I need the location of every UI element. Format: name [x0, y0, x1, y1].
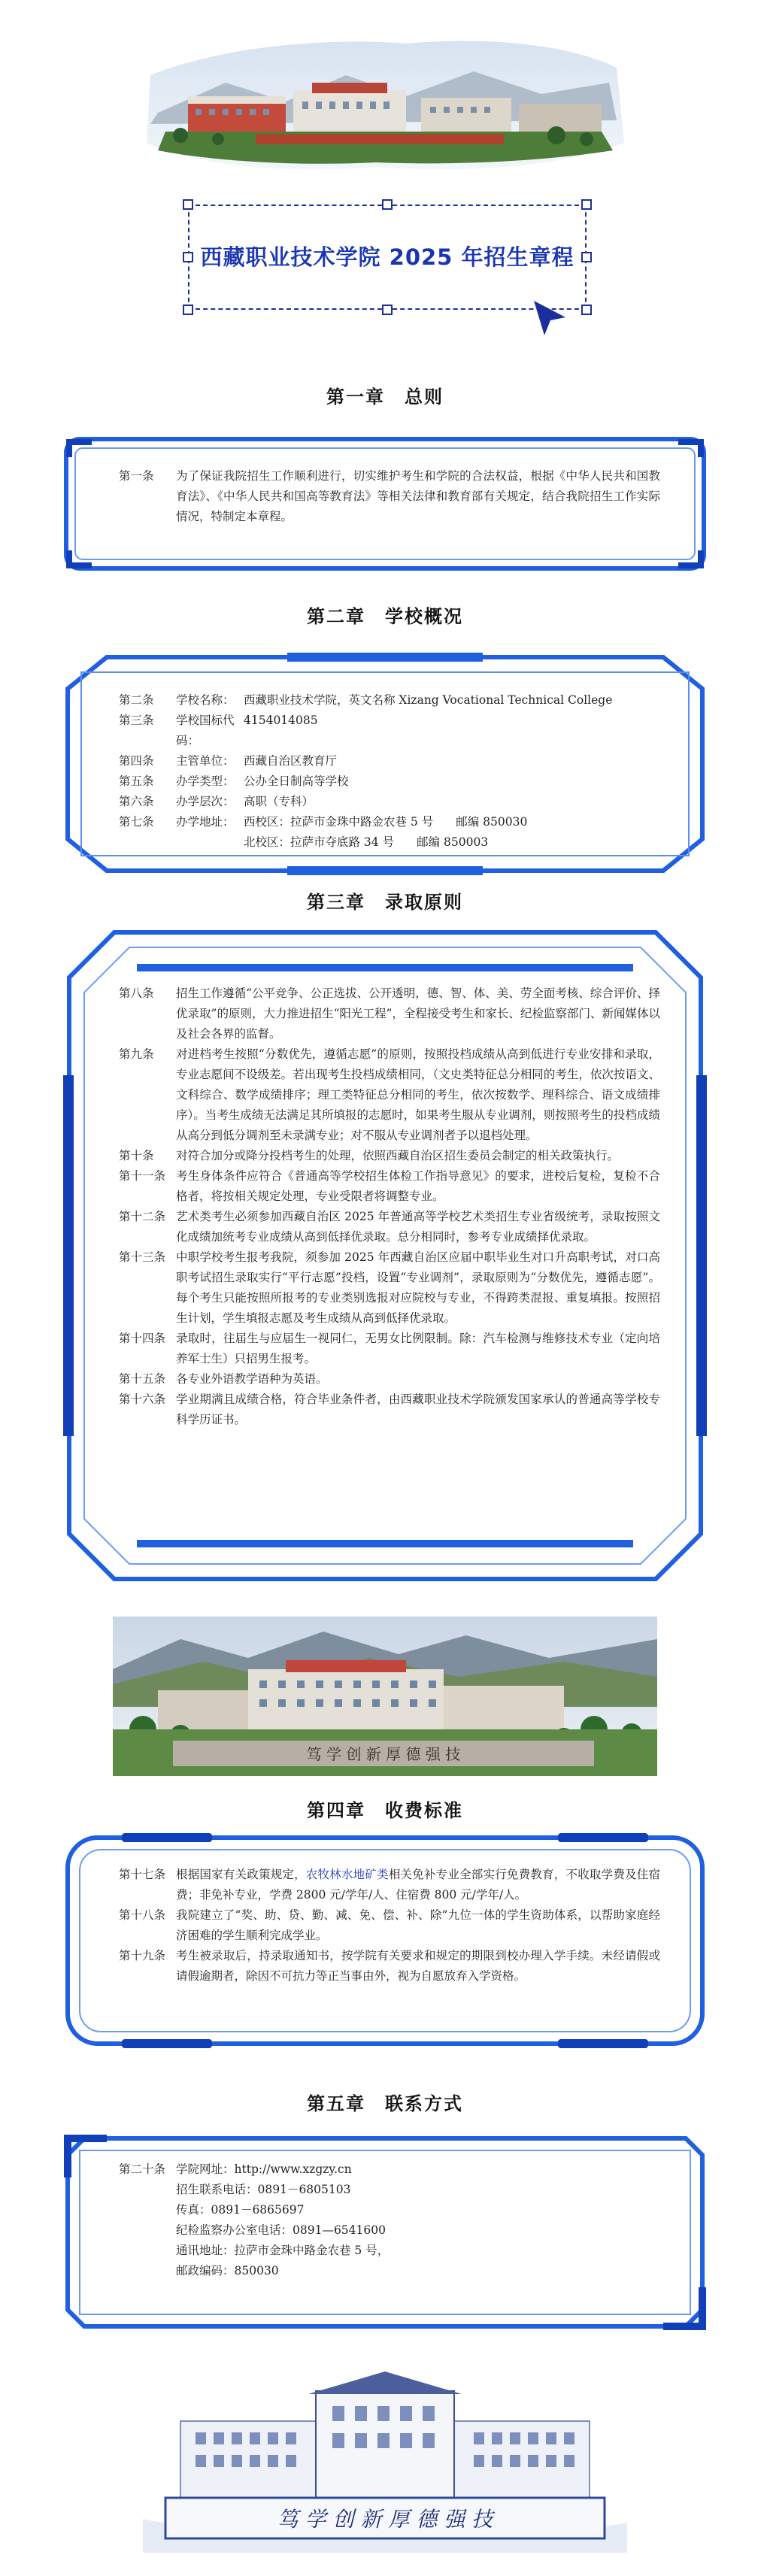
postal-code: 邮政编码：850030: [176, 2264, 279, 2277]
selection-handle: [183, 199, 193, 210]
article-15: 第十五条 各专业外语教学语种为英语。: [119, 1372, 328, 1386]
article-5: 第五条 办学类型： 公办全日制高等学校: [119, 774, 349, 788]
chapter-3-frame: [62, 925, 708, 1587]
chapter-4-frame: [62, 1832, 708, 2050]
article-4: 第四条 主管单位： 西藏自治区教育厅: [119, 754, 338, 768]
article-20: 第二十条 学院网址：http://www.xzgzy.cn 招生联系电话：0891－6805103 传真：0891－6865697 纪检监察办公室电话：0891—6541600 通讯地址：拉萨市金珠中路金农巷 5 号， 邮政编码：850030: [119, 2159, 660, 2281]
article-10: 第十条 对符合加分或降分投档考生的处理，依照西藏自治区招生委员会制定的相关政策执行。: [119, 1149, 620, 1162]
admission-phone: 招生联系电话：0891－6805103: [176, 2183, 351, 2196]
article-11: 第十一条 考生身体条件应符合《普通高等学校招生体检工作指导意见》的要求，进校后复检，复检不合格者，将按相关规定处理，专业受限者将调整专业。: [119, 1169, 660, 1203]
west-campus-address: 西校区：拉萨市金珠中路金农巷 5 号: [244, 815, 434, 829]
title-selection-box: [188, 205, 587, 310]
article-13: 第十三条 中职学校考生报考我院，须参加 2025 年西藏自治区应届中职毕业生对口升高职考试，对口高职考试招生录取实行“平行志愿”投档，设置“专业调剂”，录取原则为“分数优先，遵循志愿”。每个考生只能按照所报考的专业类别选报对应院校与专业，不得跨类混报、重复填报。按照招生计划，学生填报志愿及考生成绩从高到低择优录取。: [119, 1250, 660, 1325]
north-campus-postcode: 邮编 850003: [417, 835, 489, 849]
free-education-majors-link[interactable]: 农牧林水地矿类: [305, 1868, 389, 1881]
article-12: 第十二条 艺术类考生必须参加西藏自治区 2025 年普通高等学校艺术类招生专业省级统考，录取按照文化成绩加统考专业成绩从高到低择优录取。总分相同时，参考专业成绩择优录取。: [119, 1210, 660, 1244]
discipline-office-phone: 纪检监察办公室电话：0891—6541600: [176, 2223, 386, 2237]
photo-slogan: 笃 学 创 新 厚 德 强 技: [306, 1745, 461, 1763]
chapter-1-frame: [62, 435, 708, 573]
mailing-address: 通讯地址：拉萨市金珠中路金农巷 5 号，: [176, 2244, 390, 2257]
chapter-3-heading: 第三章 录取原则: [307, 892, 463, 913]
article-7-north: [119, 832, 660, 853]
article-19: 第十九条 考生被录取后，持录取通知书，按学院有关要求和规定的期限到校办理入学手续。未经请假或请假逾期者，除因不可抗力等正当事由外，视为自愿放弃入学资格。: [119, 1949, 660, 1983]
selection-handle: [581, 199, 592, 210]
article-8: 第八条 招生工作遵循“公平竞争、公正选拔、公开透明，德、智、体、美、劳全面考核、综合评价、择优录取”的原则，大力推进招生“阳光工程”，全程接受考生和家长、纪检监察部门、新闻媒体以及社会各界的监督。: [119, 986, 660, 1041]
campus-photo: [113, 1617, 657, 1776]
college-website[interactable]: 学院网址：http://www.xzgzy.cn: [176, 2162, 352, 2176]
page-title: 西藏职业技术学院 2025 年招生章程: [200, 244, 574, 270]
chapter-2-heading: 第二章 学校概况: [307, 606, 463, 627]
article-18: 第十八条 我院建立了“奖、助、贷、勤、减、免、偿、补、除”九位一体的学生资助体系，以帮助家庭经济困难的学生顺利完成学业。: [119, 1908, 660, 1942]
cursor-arrow-icon: [526, 295, 571, 340]
hero-campus-illustration: [135, 30, 632, 180]
article-1: 第一条 为了保证我院招生工作顺利进行，切实维护考生和学院的合法权益，根据《中华人民共和国教育法》、《中华人民共和国高等教育法》等相关法律和教育部有关规定，结合我院招生工作实际情况，特制定本章程。: [119, 469, 660, 523]
selection-handle: [183, 305, 193, 315]
chapter-5-heading: 第五章 联系方式: [307, 2093, 463, 2114]
selection-handle: [382, 199, 393, 210]
article-3: 第三条 学校国标代码： 4154014085: [119, 714, 318, 747]
fax-number: 传真：0891－6865697: [176, 2203, 305, 2217]
article-6: 第六条 办学层次： 高职（专科）: [119, 795, 314, 808]
article-14: 第十四条 录取时，往届生与应届生一视同仁，无男女比例限制。除：汽车检测与维修技术专业（定向培养军士生）只招男生报考。: [119, 1332, 660, 1365]
chapter-5-frame: [62, 2132, 708, 2332]
article-7: 第七条 办学地址： 西校区：拉萨市金珠中路金农巷 5 号 邮编 850030: [119, 815, 528, 829]
article-16: 第十六条 学业期满且成绩合格，符合毕业条件者，由西藏职业技术学院颁发国家承认的普通高等学校专科学历证书。: [119, 1393, 660, 1426]
north-campus-address: 北校区：拉萨市夺底路 34 号: [244, 835, 395, 849]
west-campus-postcode: 邮编 850030: [456, 815, 528, 829]
bottom-building-illustration: [135, 2368, 635, 2556]
selection-handle: [382, 305, 393, 315]
selection-handle: [581, 305, 592, 315]
chapter-2-frame: [62, 651, 708, 877]
article-9: 第九条 对进档考生按照“分数优先，遵循志愿”的原则，按照投档成绩从高到低进行专业安排和录取，专业志愿间不设级差。若出现考生投档成绩相同，（文史类特征总分相同的考生，依次按语文、文科综合、数学成绩排序；理工类特征总分相同的考生，依次按数学、理科综合、语文成绩排序）。当考生成绩无法满足其所填报的志愿时，如果考生服从专业调剂，则按照考生的投档成绩从高分到低分调剂至未录满专业；对不服从专业调剂者予以退档处理。: [119, 1047, 660, 1142]
chapter-4-heading: 第四章 收费标准: [307, 1800, 463, 1821]
chapter-1-heading: 第一章 总则: [326, 386, 444, 408]
bottom-slogan: 笃 学 创 新 厚 德 强 技: [277, 2507, 493, 2532]
article-2: 第二条 学校名称： 西藏职业技术学院，英文名称 Xizang Vocational Technical College: [119, 693, 613, 707]
article-17: 第十七条 根据国家有关政策规定，农牧林水地矿类相关免补专业全部实行免费教育，不收取学费及住宿费；非免补专业，学费 2800 元/学年/人、住宿费 800 元/学年/人。: [119, 1868, 660, 1902]
